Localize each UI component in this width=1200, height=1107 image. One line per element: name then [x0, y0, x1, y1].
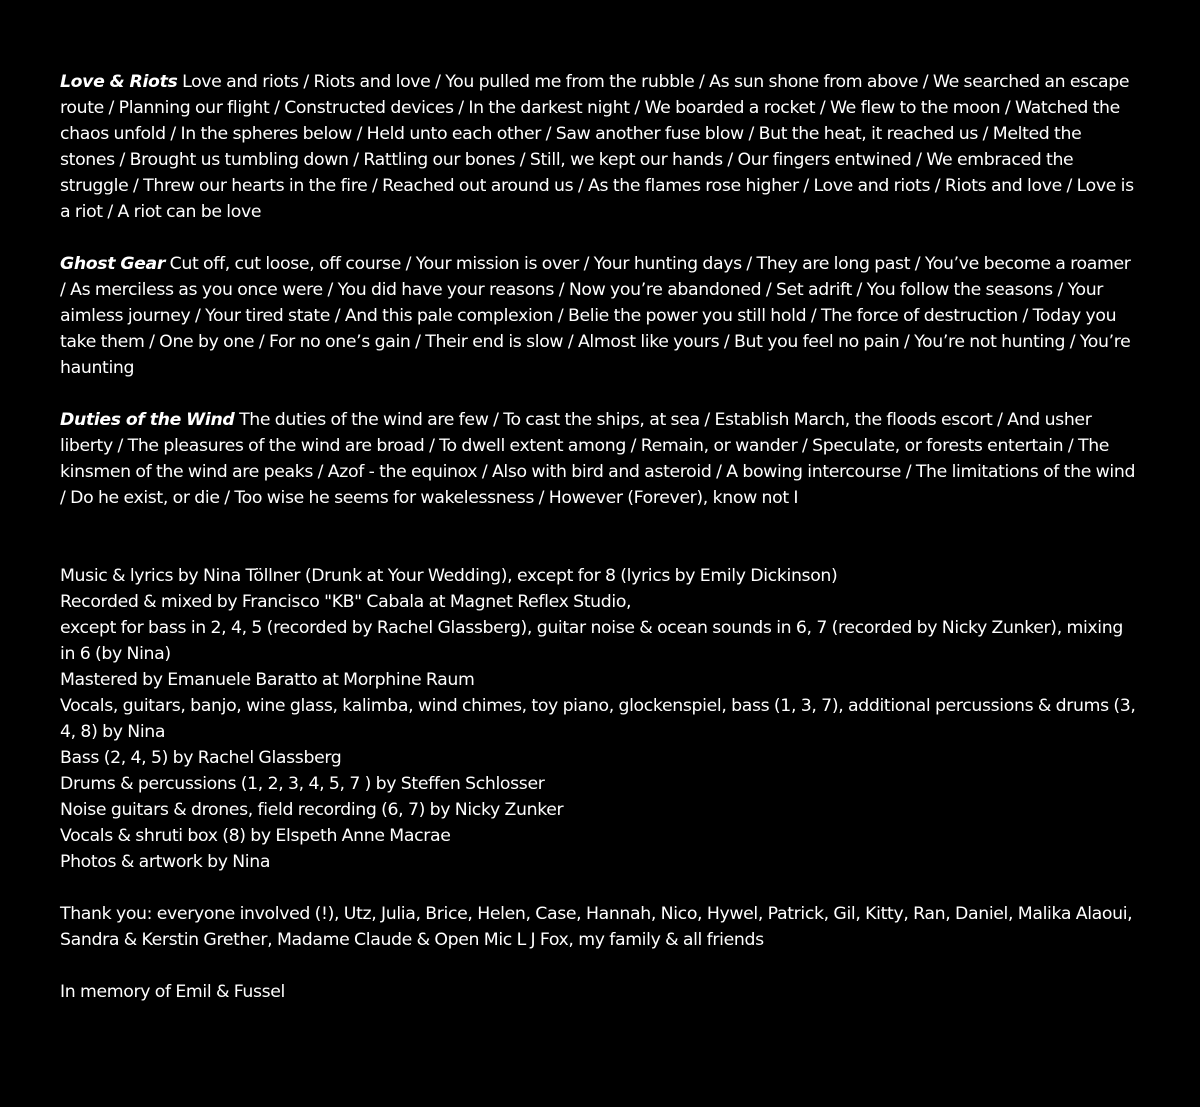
song-title: Ghost Gear [60, 254, 166, 274]
song-love-and-riots [60, 69, 1140, 225]
song-lyrics: The duties of the wind are few / To cast the ships, at sea / Establish March, the floods escort / And usher liberty / The pleasures of the wind are broad / To dwell extent among / Remain, or wander / Speculate, or forests entertain / The kinsmen of the wind are peaks / Azof - the equinox / Also with bird and asteroid / A bowing intercourse / The limitations of the wind / Do he exist, or die / Too wise he seems for wakelessness / However (Forever), know not I [60, 410, 1136, 508]
song-lyrics: Love and riots / Riots and love / You pulled me from the rubble / As sun shone from above / We searched an escape route / Planning our flight / Constructed devices / In the darkest night / We boarded a rocket / We flew to the moon / Watched the chaos unfold / In the spheres below / Held unto each other / Saw another fuse blow / But the heat, it reached us / Melted the stones / Brought us tumbling down / Rattling our bones / Still, we kept our hands / Our fingers entwined / We embraced the struggle / Threw our hearts in the fire / Reached out around us / As the flames rose higher / Love and riots / Riots and love / Love is a riot / A riot can be love [60, 72, 1134, 222]
song-ghost-gear [60, 251, 1140, 381]
thank-you-note: Thank you: everyone involved (!), Utz, Julia, Brice, Helen, Case, Hannah, Nico, Hywel, Patrick, Gil, Kitty, Ran, Daniel, Malika Alaoui, Sandra & Kerstin Grether, Madame Claude & Open Mic L J Fox, my family & all friends [60, 904, 1133, 950]
credits [60, 563, 1140, 875]
credit-line: Noise guitars & drones, field recording (6, 7) by Nicky Zunker [60, 800, 564, 820]
credit-line: Drums & percussions (1, 2, 3, 4, 5, 7 ) by Steffen Schlosser [60, 774, 545, 794]
credit-line: Bass (2, 4, 5) by Rachel Glassberg [60, 748, 342, 768]
song-title: Love & Riots [60, 72, 178, 92]
credit-line: Mastered by Emanuele Baratto at Morphine Raum [60, 670, 475, 690]
song-title: Duties of the Wind [60, 410, 235, 430]
liner-notes [60, 69, 1140, 1005]
credit-line: Photos & artwork by Nina [60, 852, 271, 872]
song-duties-of-the-wind [60, 407, 1140, 511]
credit-line: Music & lyrics by Nina Töllner (Drunk at Your Wedding), except for 8 (lyrics by Emily Dickinson) [60, 566, 838, 586]
credit-line: Vocals, guitars, banjo, wine glass, kalimba, wind chimes, toy piano, glockenspiel, bass (1, 3, 7), additional percussions & drums (3, 4, 8) by Nina [60, 696, 1136, 742]
song-lyrics: Cut off, cut loose, off course / Your mission is over / Your hunting days / They are long past / You’ve become a roamer / As merciless as you once were / You did have your reasons / Now you’re abandoned / Set adrift / You follow the seasons / Your aimless journey / Your tired state / And this pale complexion / Belie the power you still hold / The force of destruction / Today you take them / One by one / For no one’s gain / Their end is slow / Almost like yours / But you feel no pain / You’re not hunting / You’re haunting [60, 254, 1131, 378]
memorial-note: In memory of Emil & Fussel [60, 982, 285, 1002]
credit-line: Vocals & shruti box (8) by Elspeth Anne Macrae [60, 826, 451, 846]
credit-line: except for bass in 2, 4, 5 (recorded by Rachel Glassberg), guitar noise & ocean sounds in 6, 7 (recorded by Nicky Zunker), mixing in 6 (by Nina) [60, 618, 1123, 664]
credit-line: Recorded & mixed by Francisco "KB" Cabala at Magnet Reflex Studio, [60, 592, 632, 612]
